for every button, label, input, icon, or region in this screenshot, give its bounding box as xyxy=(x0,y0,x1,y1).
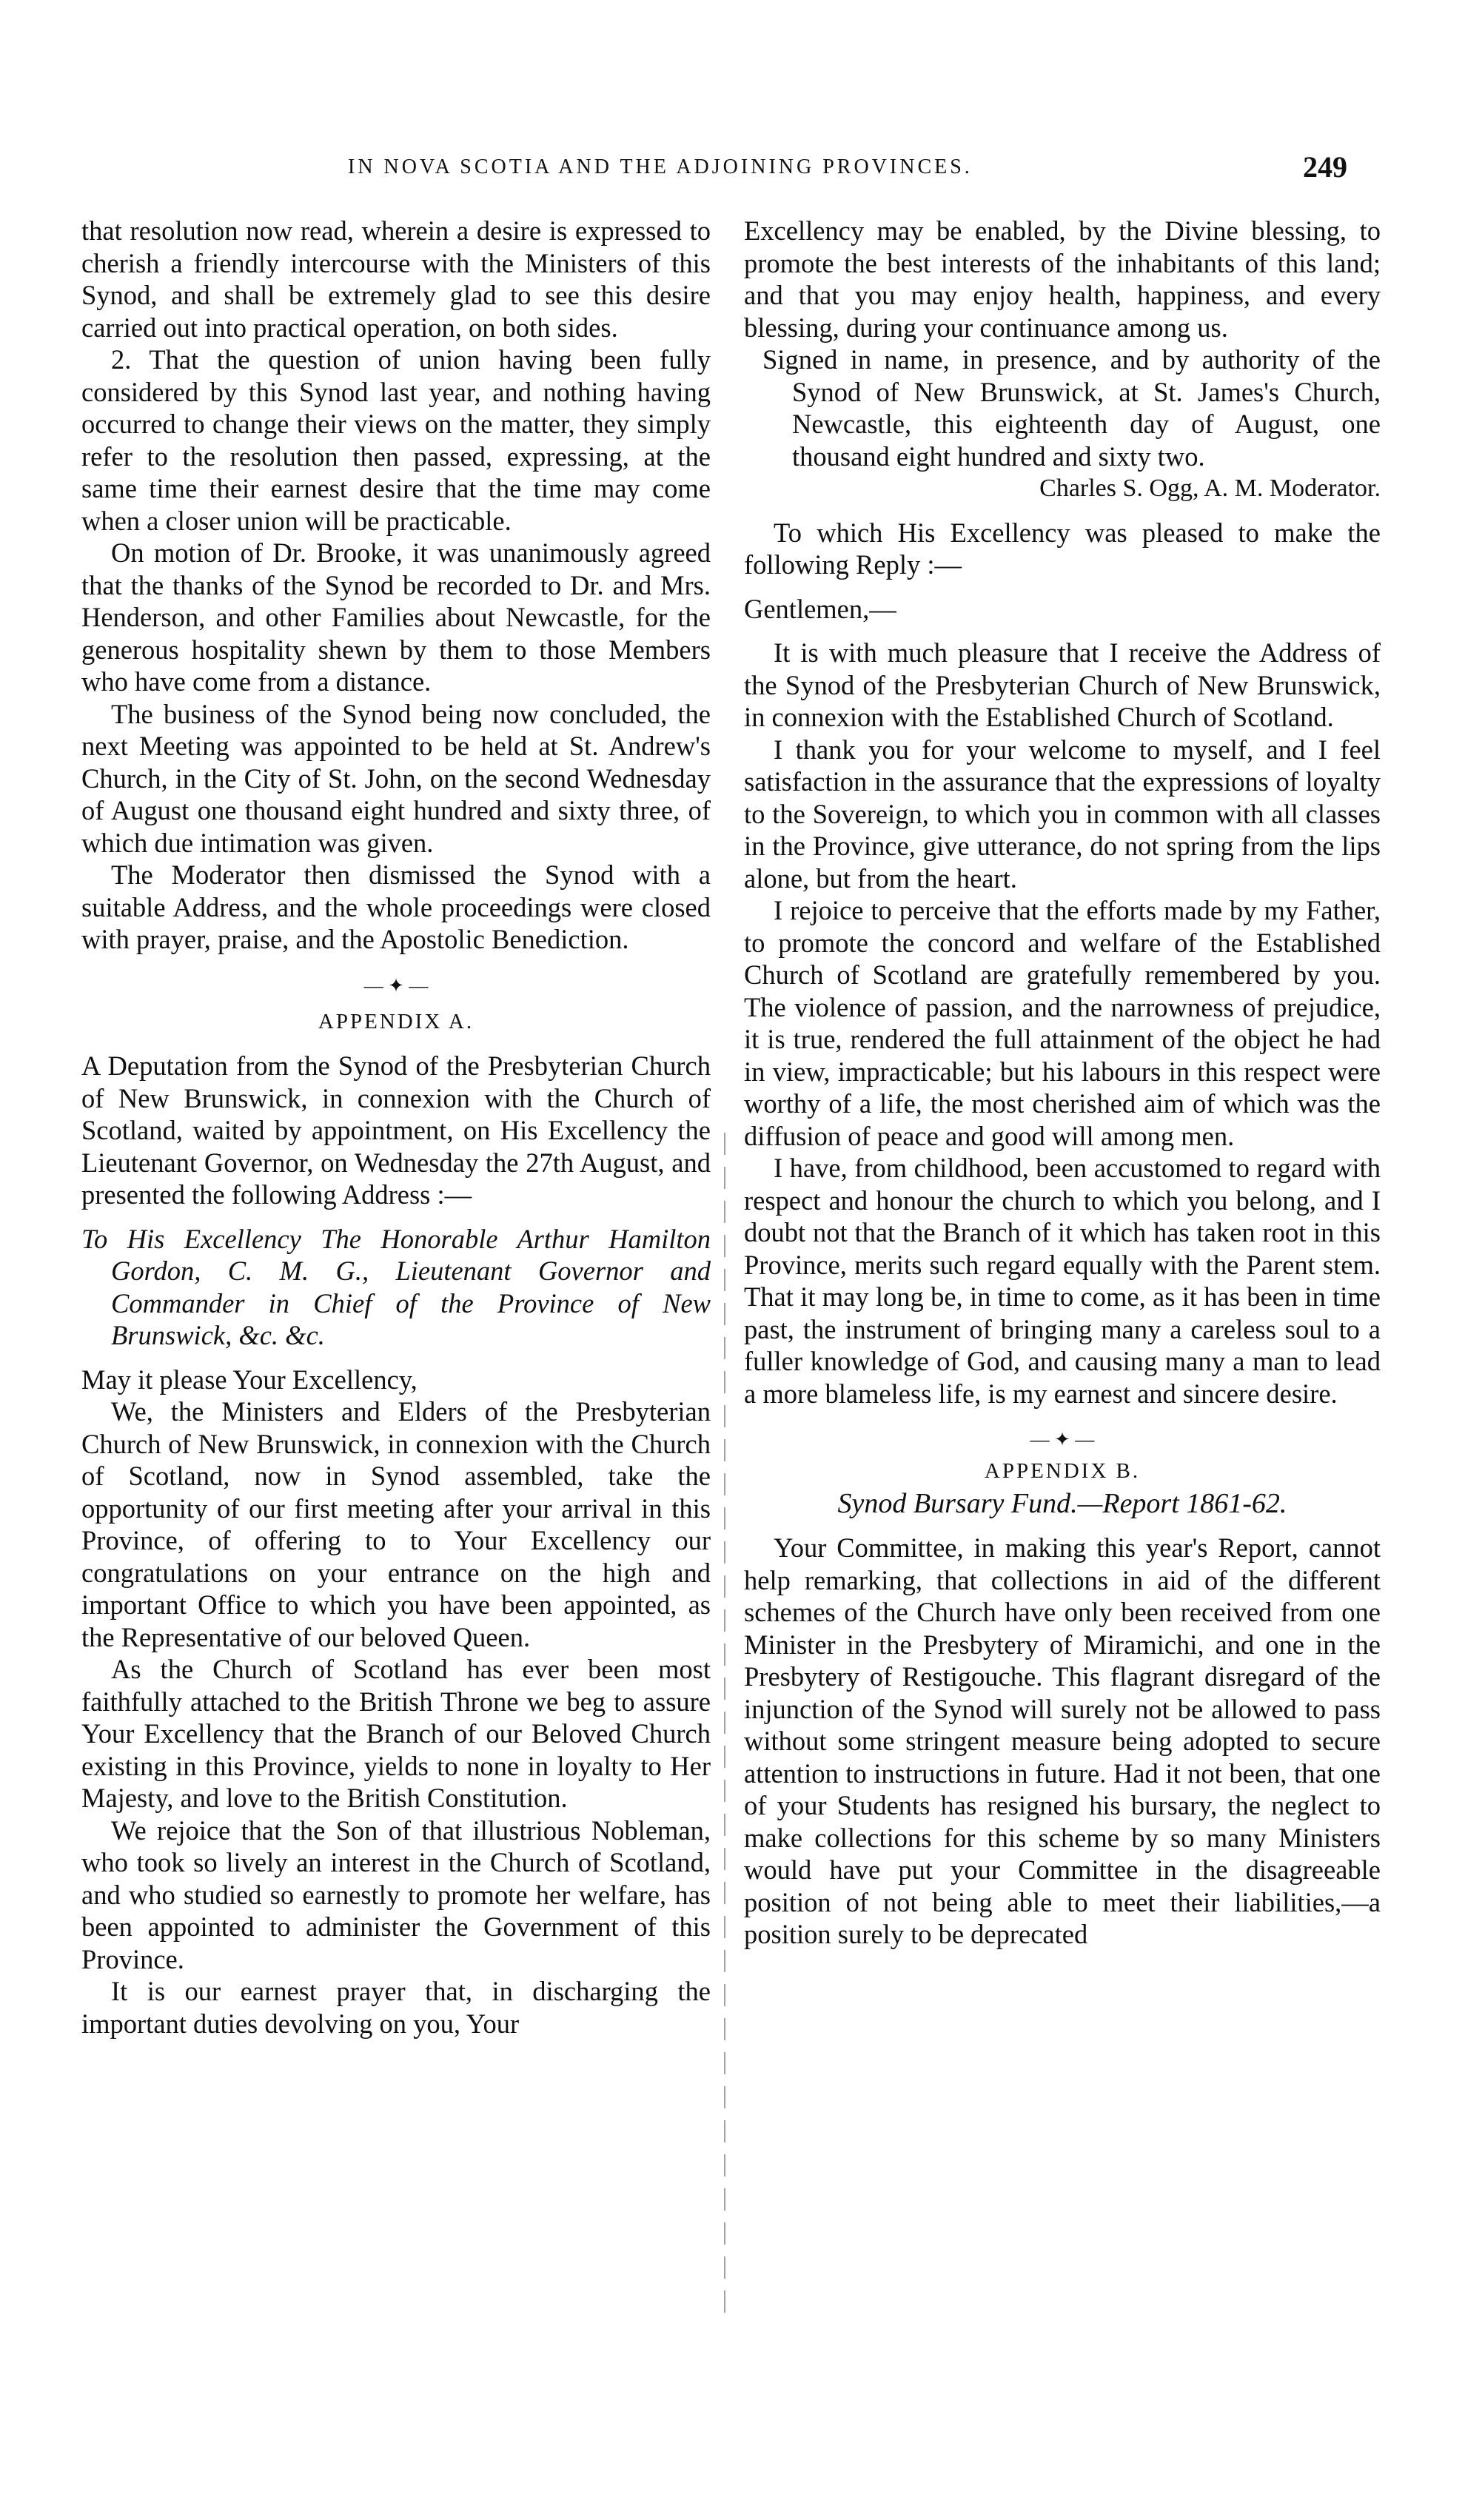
page-header xyxy=(81,150,1347,192)
salutation: May it please Your Excellency, xyxy=(81,1364,418,1395)
ornament-divider: — ✦ — xyxy=(363,974,429,996)
page-number: 249 xyxy=(1303,150,1347,184)
paragraph: Your Committee, in making this year's Report, cannot help remarking, that collections in aid of the different schemes of the Church have only been received from one Minister in the Presbytery of Miramichi, and one in the Presbytery of Restigouche. This flagrant disregard of the injunction of the Synod will surely not be allowed to pass without some stringent measure being adopted to secure attention to instructions in future. Had it not been, that one of your Students has resigned his bursary, the neglect to make collections for this scheme by so many Ministers would have put your Committee in the disagreeable position of not being able to meet their liabilities,—a position surely to be deprecated xyxy=(744,1532,1381,1949)
paragraph: I have, from childhood, been accustomed to regard with respect and honour the church to which you belong, and I doubt not that the Branch of it which has taken root in this Province, merits such regard equally with the Parent stem. That it may long be, in time to come, as it has been in time past, the instrument of bringing many a careless soul to a fuller knowledge of God, and causing many a man to lead a more blameless life, is my earnest and sincere desire. xyxy=(744,1153,1381,1409)
paragraph: We, the Ministers and Elders of the Presbyterian Church of New Brunswick, in connexion with the Church of Scotland, now in Synod assembled, take the opportunity of our first meeting after your arrival in this Province, of offering to to Your Excellency our congratulations on your entrance on the high and important Office to which you have been appointed, as the Representative of our beloved Queen. xyxy=(81,1396,711,1652)
paragraph: I rejoice to perceive that the efforts made by my Father, to promote the concord and welfare of the Established Church of Scotland are gratefully remembered by you. The violence of passion, and the narrowness of prejudice, it is true, rendered the full attainment of the object he had in view, impracticable; but his labours in this respect were worthy of a life, the most cherished aim of which was the diffusion of peace and good will among men. xyxy=(744,895,1381,1151)
paragraph: On motion of Dr. Brooke, it was unanimously agreed that the thanks of the Synod be recorded to Dr. and Mrs. Henderson, and other Families about Newcastle, for the generous hospitality shewn by them to those Members who have come from a distance. xyxy=(81,537,711,697)
ornament-divider: — ✦ — xyxy=(1030,1429,1095,1450)
paragraph: A Deputation from the Synod of the Presbyterian Church of New Brunswick, in connexion with the Church of Scotland, waited by appointment, on His Excellency the Lieutenant Governor, on Wednesday the 27th August, and presented the following Address :— xyxy=(81,1050,711,1210)
address-heading: To His Excellency The Honorable Arthur Hamilton Gordon, C. M. G., Lieutenant Governor and Commander in Chief of the Province of New Brunswick, &c. &c. xyxy=(81,1223,711,1350)
paragraph: To which His Excellency was pleased to make the following Reply :— xyxy=(744,517,1381,580)
right-column xyxy=(744,215,1381,1951)
paragraph: We rejoice that the Son of that illustrious Nobleman, who took so lively an interest in the Church of Scotland, and who studied so earnestly to promote her welfare, has been appointed to administer the Government of this Province. xyxy=(81,1814,711,1974)
paragraph: that resolution now read, wherein a desire is expressed to cherish a friendly intercourse with the Ministers of this Synod, and shall be extremely glad to see this desire carried out into practical operation, on both sides. xyxy=(81,215,711,343)
paragraph: 2. That the question of union having been fully considered by this Synod last year, and nothing having occurred to change their views on the matter, they simply refer to the resolution then passed, expressing, at the same time their earnest desire that the time may come when a closer union will be practicable. xyxy=(81,344,711,536)
signature: Charles S. Ogg, A. M. Moderator. xyxy=(1039,475,1381,502)
left-column xyxy=(81,215,711,2040)
paragraph: It is our earnest prayer that, in discharging the important duties devolving on you, Your xyxy=(81,1976,711,2039)
column-rule xyxy=(724,1133,725,2317)
signed-note: Signed in name, in presence, and by authority of the Synod of New Brunswick, at St. James's Church, Newcastle, this eighteenth day of August, one thousand eight hundred and sixty two. xyxy=(762,344,1381,472)
salutation: Gentlemen,— xyxy=(744,593,896,624)
appendix-b-subheading: Synod Bursary Fund.—Report 1861-62. xyxy=(837,1487,1287,1519)
running-head: IN NOVA SCOTIA AND THE ADJOINING PROVINCES. xyxy=(348,155,973,178)
paragraph: The business of the Synod being now concluded, the next Meeting was appointed to be held at St. Andrew's Church, in the City of St. John, on the second Wednesday of August one thousand eight hundred and sixty three, of which due intimation was given. xyxy=(81,698,711,858)
paragraph: It is with much pleasure that I receive the Address of the Synod of the Presbyterian Church of New Brunswick, in connexion with the Established Church of Scotland. xyxy=(744,637,1381,732)
appendix-b-heading: APPENDIX B. xyxy=(984,1459,1141,1483)
paragraph: I thank you for your welcome to myself, and I feel satisfaction in the assurance that the expressions of loyalty to the Sovereign, to which you in common with all classes in the Province, give utterance, do not spring from the lips alone, but from the heart. xyxy=(744,734,1381,894)
paragraph: The Moderator then dismissed the Synod with a suitable Address, and the whole proceedings were closed with prayer, praise, and the Apostolic Benediction. xyxy=(81,859,711,954)
paragraph: Excellency may be enabled, by the Divine blessing, to promote the best interests of the inhabitants of this land; and that you may enjoy health, happiness, and every blessing, during your continuance among us. xyxy=(744,215,1381,343)
appendix-a-heading: APPENDIX A. xyxy=(318,1009,475,1033)
paragraph: As the Church of Scotland has ever been most faithfully attached to the British Throne we beg to assure Your Excellency that the Branch of our Beloved Church existing in this Province, yields to none in loyalty to Her Majesty, and love to the British Constitution. xyxy=(81,1654,711,1813)
